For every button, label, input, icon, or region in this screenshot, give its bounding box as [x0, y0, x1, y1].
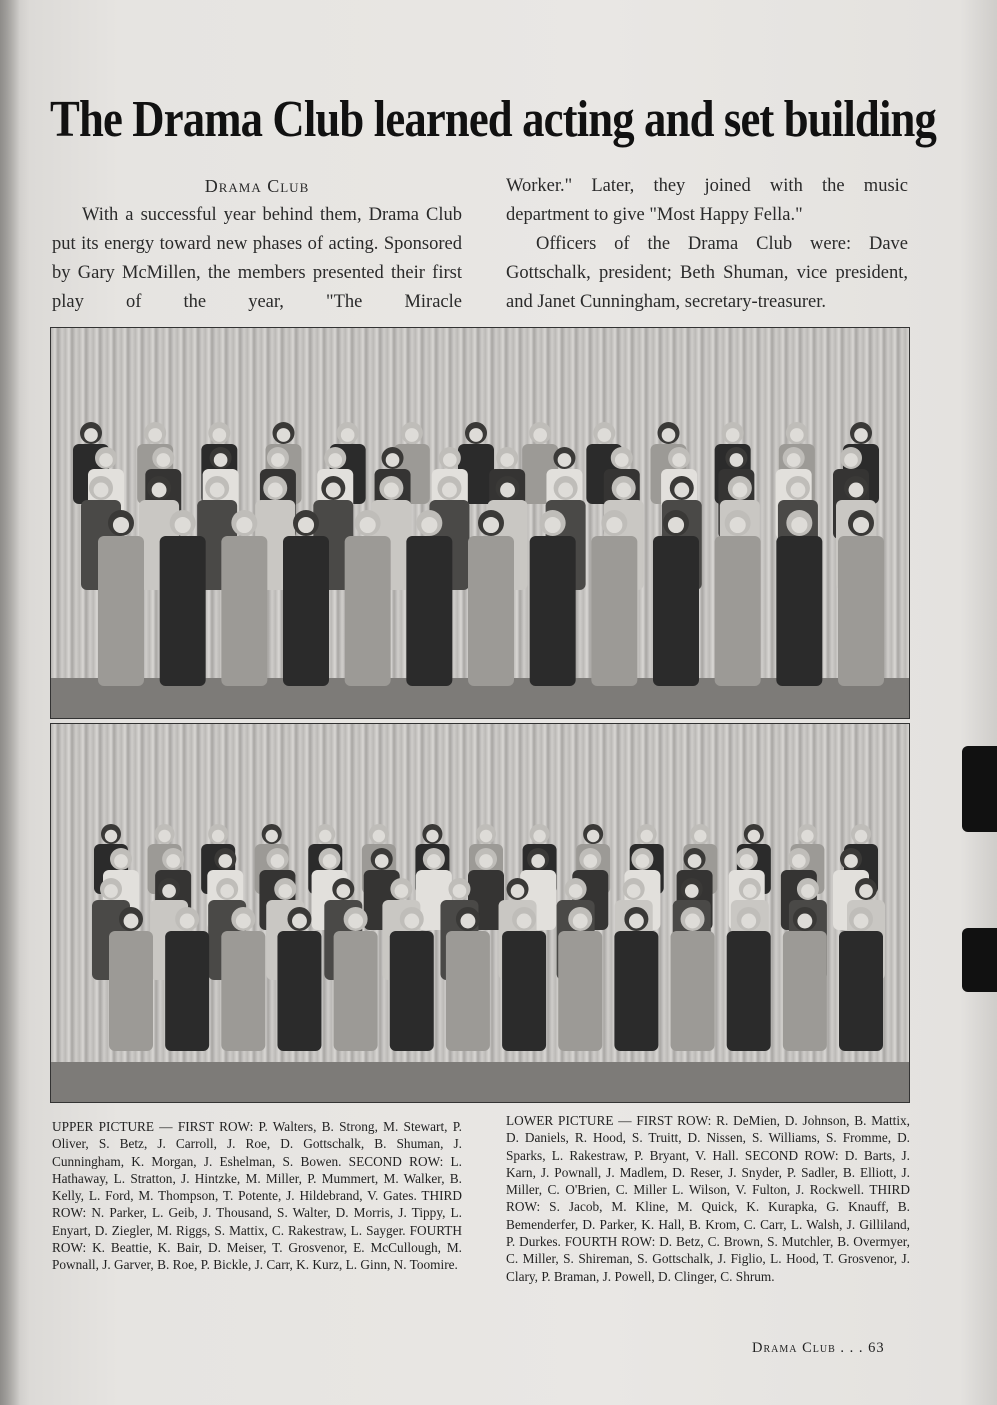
person-silhouette: [591, 510, 637, 686]
folio-separator: . . .: [840, 1340, 864, 1356]
person-silhouette: [838, 510, 884, 686]
index-tab-mark: [962, 928, 997, 992]
person-silhouette: [715, 510, 761, 686]
article-left-column: [52, 172, 462, 317]
person-silhouette: [98, 510, 144, 686]
person-silhouette: [283, 510, 329, 686]
page-number: 63: [868, 1340, 885, 1356]
upper-photo-caption: UPPER PICTURE — FIRST ROW: P. Walters, B. Strong, M. Stewart, P. Oliver, S. Betz, J. Carroll, J. Roe, D. Gottschalk, B. Shuman, J. Cunningham, K. Morgan, J. Eshelman, S. Bowen. SECOND ROW: L. Hathaway, L. Stratton, J. Hintzke, M. Miller, P. Mummert, M. Walker, B. Kelly, L. Ford, M. Thompson, T. Potente, J. Hildebrand, V. Gates. THIRD ROW: N. Parker, L. Geib, J. Thousand, S. Walter, D. Morris, J. Tippy, L. Enyart, D. Ziegler, M. Riggs, S. Mattix, C. Rakestraw, L. Sayger. FOURTH ROW: K. Beattie, K. Bair, D. Meiser, T. Grosvenor, E. McCullough, M. Pownall, J. Garver, B. Roe, P. Bickle, J. Carr, K. Kurz, L. Ginn, N. Toomire.: [52, 1119, 462, 1273]
article-paragraph: Worker." Later, they joined with the music department to give "Most Happy Fella.": [506, 176, 908, 225]
page-folio: [752, 1340, 912, 1357]
upper-group-photo: [50, 327, 910, 719]
person-silhouette: [776, 510, 822, 686]
folio-section: Drama Club: [752, 1340, 836, 1356]
section-heading: Drama Club: [204, 176, 310, 196]
article-right-column: [506, 172, 908, 317]
person-silhouette: [160, 510, 206, 686]
person-silhouette: [345, 510, 391, 686]
person-silhouette: [468, 510, 514, 686]
lower-group-photo: [50, 723, 910, 1103]
stage-floor: [51, 1062, 909, 1102]
article-paragraph: Officers of the Drama Club were: Dave Gottschalk, president; Beth Shuman, vice president, and Janet Cunningham, secretary-treasurer.: [506, 234, 908, 312]
person-silhouette: [406, 510, 452, 686]
lower-photo-figures: [51, 724, 909, 1102]
upper-photo-figures: [51, 328, 909, 718]
binding-shadow: [0, 0, 20, 1405]
page-title: The Drama Club learned acting and set building: [50, 91, 937, 148]
person-silhouette: [530, 510, 576, 686]
article-paragraph: With a successful year behind them, Drama Club put its energy toward new phases of acting. Sponsored by Gary McMillen, the members presented their first play of the year, "The Miracle: [52, 205, 462, 312]
person-silhouette: [221, 510, 267, 686]
person-silhouette: [653, 510, 699, 686]
lower-photo-caption: LOWER PICTURE — FIRST ROW: R. DeMien, D. Johnson, B. Mattix, D. Daniels, R. Hood, S. Truitt, D. Nissen, S. Williams, S. Fromme, D. Sparks, L. Rakestraw, P. Bryant, V. Hall. SECOND ROW: D. Barts, J. Karn, J. Pownall, J. Madlem, D. Reser, J. Snyder, P. Sadler, B. Elliott, J. Miller, C. O'Brien, C. Miller L. Wilson, V. Fulton, J. Rockwell. THIRD ROW: S. Jacob, M. Kline, M. Quick, K. Kurapka, G. Knauff, B. Bemenderfer, D. Parker, K. Hall, B. Krom, C. Carr, L. Walsh, J. Gilliland, P. Durkes. FOURTH ROW: D. Betz, C. Brown, S. Mutchler, B. Overmyer, C. Miller, S. Shireman, S. Gottschalk, J. Figlio, L. Hood, T. Grosvenor, J. Clary, P. Braman, J. Powell, D. Clinger, C. Shrum.: [506, 1113, 910, 1284]
index-tab-mark: [962, 746, 997, 832]
